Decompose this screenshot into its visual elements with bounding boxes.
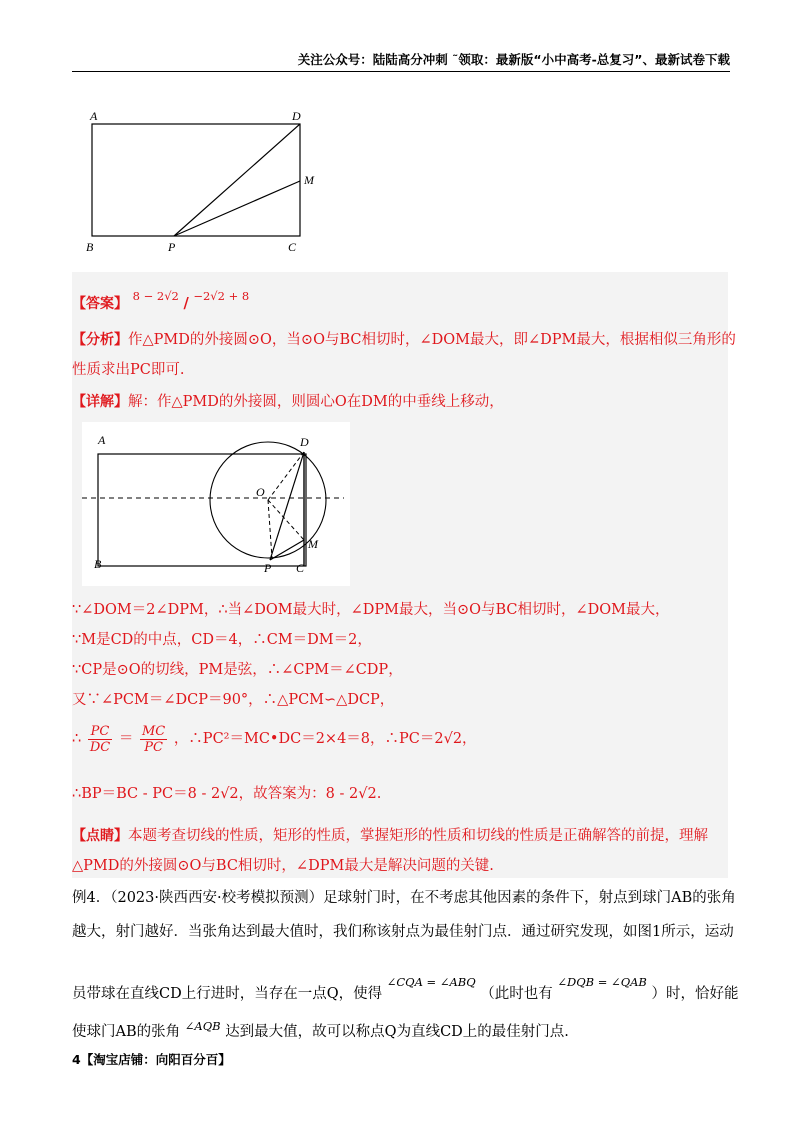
label-M: M (304, 173, 314, 187)
analysis-line-1 (72, 330, 736, 350)
fraction-mc-pc-num: MC (141, 723, 166, 739)
figure-rectangle-1 (82, 106, 322, 256)
comment-text-1: 本题考查切线的性质，矩形的性质，掌握矩形的性质和切线的性质是正确解答的前提，理解 (128, 828, 708, 844)
fig2-label-B: B (94, 557, 102, 571)
step-5-eq: ＝ (118, 731, 134, 747)
fraction-pc-dc-den: DC (89, 739, 111, 755)
step-1: ∵∠DOM＝2∠DPM，∴当∠DOM最大时，∠DPM最大，当⊙O与BC相切时，∠DOM最大， (72, 602, 670, 618)
detail-line (72, 392, 732, 412)
step-2: ∵M是CD的中点，CD＝4，∴CM＝DM＝2， (72, 632, 372, 648)
fig2-label-O: O (256, 485, 265, 499)
page-header: 关注公众号：陆陆高分冲刺 ˜领取：最新版“小中高考-总复习”、最新试卷下载 (72, 52, 730, 72)
fig2-label-C: C (296, 561, 305, 575)
label-B: B (86, 240, 94, 254)
detail-tag: 【详解】 (72, 394, 128, 410)
comment-tag: 【点睛】 (72, 828, 128, 844)
analysis-tag: 【分析】 (72, 332, 128, 348)
example-line-4-a: 使球门AB的张角 (72, 1024, 181, 1040)
answer-line (72, 286, 732, 314)
fraction-pc-dc-num: PC (88, 724, 112, 740)
label-C: C (288, 240, 297, 254)
fig2-label-P: P (264, 561, 272, 575)
example-line-2: 越大，射门越好．当张角达到最大值时，我们称该射点为最佳射门点．通过研究发现，如图1所示，运动 (72, 924, 734, 940)
analysis-line-2: 性质求出PC即可. (72, 362, 185, 378)
answer-tag: 【答案】 (72, 296, 128, 312)
fraction-mc-pc (140, 724, 167, 755)
comment-line-2: △PMD的外接圆⊙O与BC相切时，∠DPM最大是解决问题的关键. (72, 858, 494, 874)
math-aqb: ∠AQB (184, 1019, 221, 1033)
analysis-text-1: 作△PMD的外接圆⊙O，当⊙O与BC相切时，∠DOM最大，即∠DPM最大，根据相似三角形的 (128, 332, 736, 348)
step-5 (72, 722, 732, 756)
step-3: ∵CP是⊙O的切线，PM是弦，∴∠CPM＝∠CDP， (72, 662, 403, 678)
figure-rectangle-circle (82, 422, 350, 586)
math-dqb-qab: ∠DQB = ∠QAB (557, 975, 647, 989)
answer-value-1: 8 − 2√2 (132, 289, 179, 303)
step-5-text: ，∴PC²＝MC•DC＝2×4＝8，∴PC＝2√2， (173, 731, 477, 747)
comment-line-1 (72, 826, 732, 846)
example-line-4-b: 达到最大值，故可以称点Q为直线CD上的最佳射门点. (225, 1024, 569, 1040)
step-5-prefix: ∴ (72, 731, 82, 747)
example-line-3 (72, 972, 739, 1004)
example-line-3-b: （此时也有 (480, 986, 553, 1002)
fraction-pc-dc (88, 724, 112, 755)
answer-value-2: −2√2 + 8 (193, 289, 250, 303)
page-footer: 4【淘宝店铺：向阳百分百】 (72, 1052, 231, 1067)
fig2-label-D: D (300, 435, 309, 449)
math-cqa-abq: ∠CQA = ∠ABQ (386, 975, 476, 989)
step-6: ∴BP＝BC - PC＝8 - 2√2，故答案为：8 - 2√2. (72, 786, 382, 802)
example-line-4 (72, 1016, 732, 1042)
label-A: A (90, 109, 98, 123)
example-line-3-a: 员带球在直线CD上行进时，当存在一点Q，使得 (72, 986, 383, 1002)
fig2-label-A: A (98, 433, 106, 447)
example-line-3-c: ）时，恰好能 (651, 986, 739, 1002)
label-P: P (168, 240, 176, 254)
example-line-1: 例4．（2023·陕西西安·校考模拟预测）足球射门时，在不考虑其他因素的条件下，射点到球门AB的张角 (72, 890, 736, 906)
step-4: 又∵∠PCM＝∠DCP＝90°，∴△PCM∽△DCP， (72, 692, 395, 708)
answer-sep: / (183, 295, 189, 312)
label-D: D (292, 109, 301, 123)
fig2-label-M: M (308, 537, 318, 551)
detail-text: 解：作△PMD的外接圆，则圆心O在DM的中垂线上移动， (128, 394, 504, 410)
fraction-mc-pc-den: PC (144, 739, 163, 755)
